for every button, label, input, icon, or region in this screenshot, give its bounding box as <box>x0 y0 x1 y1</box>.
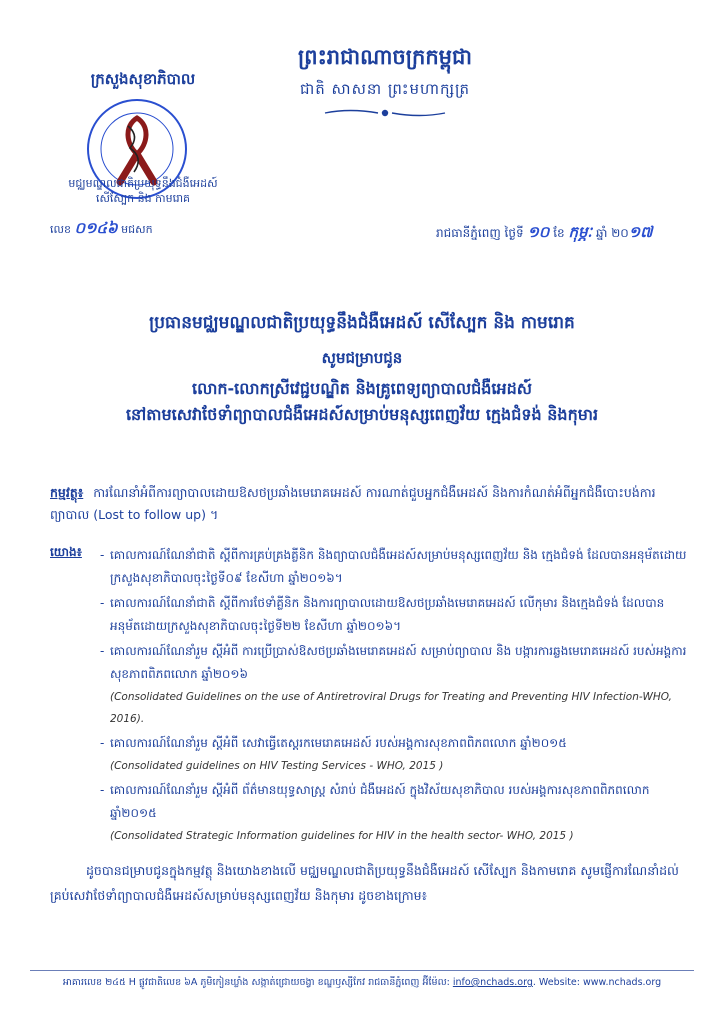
center-name <box>50 176 236 206</box>
ref-suffix: មជសក <box>121 223 153 236</box>
reference-item <box>110 544 690 590</box>
footer-website-label: Website: <box>538 977 580 988</box>
reference-en: (Consolidated Guidelines on the use of Antiretroviral Drugs for Treating and Preventing HIV Infection-WHO, 2016). <box>110 691 672 725</box>
reference-km: គោលការណ៍ណែនាំរួម ស្តីអំពី ព័ត៌មានយុទ្ធសាស្ត្រ សំរាប់ ជំងឺអេដស៍ ក្នុងវិស័យសុខាភិបាល របស់អង្គការសុខភាពពិភពលោក ឆ្នាំ២០១៥ <box>110 783 650 820</box>
subject-text: ការណែនាំអំពីការព្យាបាលដោយឱសថប្រឆាំងមេរោគអេដស៍ ការណាត់ជួបអ្នកជំងឺអេដស៍ និងការកំណត់អំពីអ្នកជំងឺបោះបង់ការព្យាបាល (Lost to follow up) ។ <box>50 485 656 522</box>
heading-sender: ប្រធានមជ្ឈមណ្ឌលជាតិប្រយុទ្ធនឹងជំងឺអេដស៍ សើស្បែក និង កាមរោគ <box>149 313 575 333</box>
reference-en: (Consolidated Strategic Information guidelines for HIV in the health sector- WHO, 2015 ) <box>110 830 574 842</box>
ref-number-handwritten: ០១៤៦ <box>74 219 118 237</box>
footer-website-link[interactable]: www.nchads.org <box>583 977 662 988</box>
reference-km: គោលការណ៍ណែនាំរួម ស្តីអំពី សេវាធ្វើតេស្តរកមេរោគអេដស៍ របស់អង្គការសុខភាពពិភពលោក ឆ្នាំ២០១៥ <box>110 736 567 750</box>
heading-respectfully: សូមជម្រាបជូន <box>321 349 403 367</box>
reference-item <box>110 732 690 777</box>
subject-block <box>50 482 680 526</box>
date-year: ១៧ <box>628 223 653 241</box>
ornament-flourish <box>320 106 450 120</box>
ministry-name: ក្រសួងសុខាភិបាល <box>90 70 196 88</box>
references-label: យោង៖ <box>50 545 82 559</box>
reference-item <box>110 640 690 730</box>
reference-en: (Consolidated guidelines on HIV Testing Services - WHO, 2015 ) <box>110 760 444 772</box>
center-name-line2: សើស្បែក និង កាមរោគ <box>95 192 191 205</box>
heading-services: នៅតាមសេវាថែទាំព្យាបាលជំងឺអេដស៍សម្រាប់មនុស្សពេញវ័យ ក្មេងជំទង់ និងកុមារ <box>125 405 599 424</box>
footer-divider <box>30 970 694 971</box>
heading-recipients: លោក-លោកស្រីវេជ្ជបណ្ឌិត និងគ្រូពេទ្យព្យាបាលជំងឺអេដស៍ <box>191 379 533 398</box>
kingdom-title: ព្រះរាជាណាចក្រកម្ពុជា <box>297 45 472 69</box>
reference-item <box>110 592 690 638</box>
reference-km: គោលការណ៍ណែនាំជាតិ ស្តីពីការគ្រប់គ្រងគ្លីនិក និងព្យាបាលជំងឺអេដស៍សម្រាប់មនុស្សពេញវ័យ និង ក្មេងជំទង់ ដែលបានអនុម័តដោយក្រសួងសុខាភិបាលចុះថ្ងៃទី០៩ ខែសីហា ឆ្នាំ២០១៦។ <box>110 548 687 585</box>
footer: អាគារលេខ ២៤៥ H ផ្លូវជាតិលេខ ៦A ភូមិកៀនឃ្លាំង សង្កាត់ជ្រោយចង្វា ខណ្ឌឫស្សីកែវ រាជធានីភ្នំពេញ អ៊ីម៉ែល: info@nchads.org. Website: www.nchads.org <box>62 977 662 988</box>
date-year-prefix: ឆ្នាំ ២០ <box>595 226 629 240</box>
references-block <box>50 544 690 849</box>
references-list <box>50 544 690 847</box>
reference-km: គោលការណ៍ណែនាំរួម ស្តីអំពី ការប្រើប្រាស់ឱសថប្រឆាំងមេរោគអេដស៍ សម្រាប់ព្យាបាល និង បង្ការការឆ្លងមេរោគអេដស៍ របស់អង្គការសុខភាពពិភពលោក ឆ្នាំ២០១៦ <box>110 644 687 681</box>
reference-item <box>110 779 690 847</box>
center-name-line1: មជ្ឈមណ្ឌលជាតិប្រយុទ្ធនឹងជំងឺអេដស៍ <box>68 177 218 190</box>
closing-paragraph: ដូចបានជម្រាបជូនក្នុងកម្មវត្ថុ និងយោងខាងលើ មជ្ឈមណ្ឌលជាតិប្រយុទ្ធនឹងជំងឺអេដស៍ សើស្បែក និងកាមរោគ សូមផ្ញើការណែនាំដល់គ្រប់សេវាថែទាំព្យាបាលជំងឺអេដស៍សម្រាប់មនុស្សពេញវ័យ និងកុមារ ដូចខាងក្រោម៖ <box>50 863 679 903</box>
reference-km: គោលការណ៍ណែនាំជាតិ ស្តីពីការថែទាំគ្លីនិក និងការព្យាបាលដោយឱសថប្រឆាំងមេរោគអេដស៍ លើកុមារ និងក្មេងជំទង់ ដែលបានអនុម័តដោយក្រសួងសុខាភិបាលចុះថ្ងៃទី២២ ខែសីហា ឆ្នាំ២០១៦។ <box>110 596 665 633</box>
date-month: កុម្ភៈ <box>568 223 593 241</box>
footer-email-link[interactable]: info@nchads.org <box>452 977 533 988</box>
ref-prefix: លេខ <box>50 223 71 236</box>
date-day: ១០ <box>527 223 550 241</box>
subject-label: កម្មវត្ថុ៖ <box>50 485 84 500</box>
footer-address: អាគារលេខ ២៤៥ H ផ្លូវជាតិលេខ ៦A ភូមិកៀនឃ្លាំង សង្កាត់ជ្រោយចង្វា ខណ្ឌឫស្សីកែវ រាជធានីភ្នំពេញ អ៊ីម៉ែល: <box>62 977 450 988</box>
reference-number <box>50 219 230 241</box>
kingdom-motto: ជាតិ សាសនា ព្រះមហាក្សត្រ <box>299 80 471 98</box>
date-month-prefix: ខែ <box>553 226 565 240</box>
date-prefix: រាជធានីភ្នំពេញ ថ្ងៃទី <box>436 226 524 240</box>
date-line <box>436 223 716 245</box>
